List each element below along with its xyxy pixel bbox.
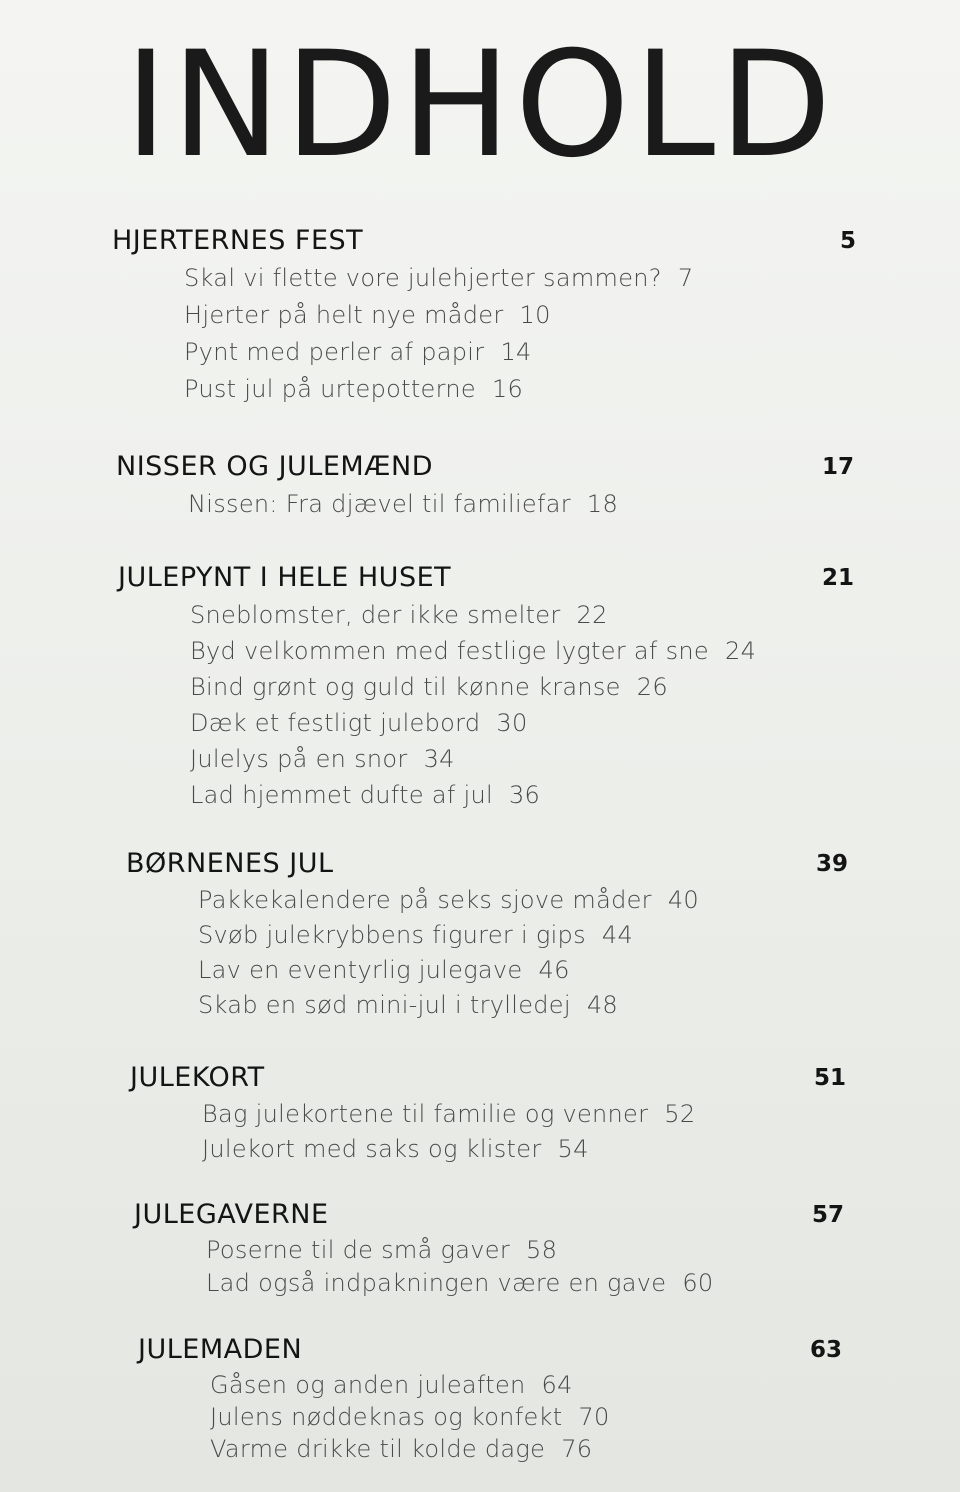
- toc-entry: [190, 741, 854, 777]
- section-items: [130, 1097, 846, 1167]
- entry-page-number: 26: [636, 673, 668, 701]
- toc-section: [138, 1331, 842, 1465]
- section-items: [134, 1234, 844, 1300]
- entry-title: Gåsen og anden juleaften: [210, 1371, 526, 1399]
- toc-entry: [198, 988, 848, 1023]
- toc-entry: [202, 1132, 846, 1167]
- toc-entry: [198, 918, 848, 953]
- entry-page-number: 10: [519, 301, 551, 329]
- entry-page-number: 76: [561, 1435, 593, 1463]
- entry-page-number: 58: [526, 1236, 558, 1264]
- section-title: HJERTERNES FEST: [112, 225, 364, 256]
- section-page-number: 57: [811, 1202, 844, 1228]
- entry-title: Skab en sød mini-jul i trylledej: [198, 991, 571, 1019]
- toc-entry: [190, 633, 854, 669]
- toc-entry: [190, 777, 854, 813]
- entry-title: Julelys på en snor: [190, 745, 408, 773]
- toc-entry: [188, 486, 854, 523]
- toc-entry: [202, 1097, 846, 1132]
- section-page-number: 63: [809, 1337, 842, 1363]
- entry-title: Bind grønt og guld til kønne kranse: [190, 673, 621, 701]
- toc-entry: [190, 705, 854, 741]
- entry-page-number: 16: [491, 375, 524, 403]
- toc-section: [126, 845, 848, 1023]
- section-heading: [116, 448, 854, 486]
- section-page-number: 21: [821, 565, 854, 591]
- entry-title: Julens nøddeknas og konfekt: [210, 1403, 563, 1431]
- section-heading: [126, 845, 848, 883]
- section-title: JULEKORT: [130, 1062, 265, 1093]
- entry-title: Hjerter på helt nye måder: [184, 301, 504, 329]
- entry-title: Svøb julekrybbens figurer i gips: [198, 921, 586, 949]
- entry-title: Julekort med saks og klister: [202, 1135, 542, 1163]
- toc-entry: [198, 883, 848, 918]
- section-items: [118, 597, 854, 813]
- entry-page-number: 18: [586, 490, 619, 518]
- section-title: NISSER OG JULEMÆND: [116, 451, 434, 482]
- entry-page-number: 64: [541, 1371, 573, 1399]
- entry-title: Nissen: Fra djævel til familiefar: [188, 490, 571, 518]
- toc-section: [118, 559, 854, 813]
- entry-page-number: 7: [677, 264, 694, 292]
- entry-title: Lad hjemmet dufte af jul: [190, 781, 493, 809]
- section-title: JULEPYNT I HELE HUSET: [118, 562, 452, 593]
- entry-title: Poserne til de små gaver: [206, 1236, 510, 1264]
- toc-section: [130, 1059, 846, 1167]
- toc-entry: [206, 1234, 844, 1267]
- section-title: BØRNENES JUL: [126, 848, 334, 879]
- section-heading: [134, 1196, 844, 1234]
- section-heading: [112, 222, 856, 260]
- toc-entry: [198, 953, 848, 988]
- section-heading: [130, 1059, 846, 1097]
- section-items: [126, 883, 848, 1023]
- section-page-number: 5: [839, 228, 856, 254]
- entry-title: Sneblomster, der ikke smelter: [190, 601, 561, 629]
- toc-entry: [184, 297, 856, 334]
- entry-title: Pynt med perler af papir: [184, 338, 485, 366]
- toc-section: [134, 1196, 844, 1300]
- toc-entry: [210, 1401, 842, 1433]
- entry-title: Lav en eventyrlig julegave: [198, 956, 523, 984]
- section-heading: [138, 1331, 842, 1369]
- entry-title: Pust jul på urtepotterne: [184, 375, 476, 403]
- section-heading: [118, 559, 854, 597]
- entry-page-number: 30: [496, 709, 528, 737]
- entry-title: Skal vi flette vore julehjerter sammen?: [184, 264, 662, 292]
- entry-title: Byd velkommen med festlige lygter af sne: [190, 637, 709, 665]
- toc-entry: [190, 597, 854, 633]
- entry-page-number: 60: [682, 1269, 714, 1297]
- entry-page-number: 48: [586, 991, 618, 1019]
- toc-entry: [184, 334, 856, 371]
- section-page-number: 39: [815, 851, 848, 877]
- section-title: JULEGAVERNE: [134, 1199, 329, 1230]
- entry-page-number: 54: [557, 1135, 589, 1163]
- entry-page-number: 36: [508, 781, 541, 809]
- section-page-number: 17: [821, 454, 854, 480]
- section-items: [112, 260, 856, 408]
- entry-title: Pakkekalendere på seks sjove måder: [198, 886, 652, 914]
- entry-page-number: 70: [578, 1403, 610, 1431]
- entry-page-number: 46: [538, 956, 570, 984]
- entry-title: Varme drikke til kolde dage: [210, 1435, 546, 1463]
- entry-title: Dæk et festligt julebord: [190, 709, 481, 737]
- toc-entry: [184, 371, 856, 408]
- section-title: JULEMADEN: [138, 1334, 303, 1365]
- toc-entry: [206, 1267, 844, 1300]
- entry-page-number: 44: [601, 921, 634, 949]
- entry-page-number: 24: [725, 637, 757, 665]
- entry-page-number: 40: [667, 886, 699, 914]
- section-page-number: 51: [813, 1065, 846, 1091]
- toc-entry: [184, 260, 856, 297]
- toc-entry: [210, 1369, 842, 1401]
- toc-section: [112, 222, 856, 408]
- section-items: [116, 486, 854, 523]
- entry-page-number: 52: [664, 1100, 696, 1128]
- entry-title: Bag julekortene til familie og venner: [202, 1100, 649, 1128]
- toc-entry: [190, 669, 854, 705]
- toc-entry: [210, 1433, 842, 1465]
- entry-page-number: 22: [576, 601, 608, 629]
- entry-page-number: 14: [500, 338, 532, 366]
- entry-page-number: 34: [423, 745, 455, 773]
- page-title: INDHOLD: [124, 20, 836, 190]
- toc-section: [116, 448, 854, 523]
- section-items: [138, 1369, 842, 1465]
- entry-title: Lad også indpakningen være en gave: [206, 1269, 667, 1297]
